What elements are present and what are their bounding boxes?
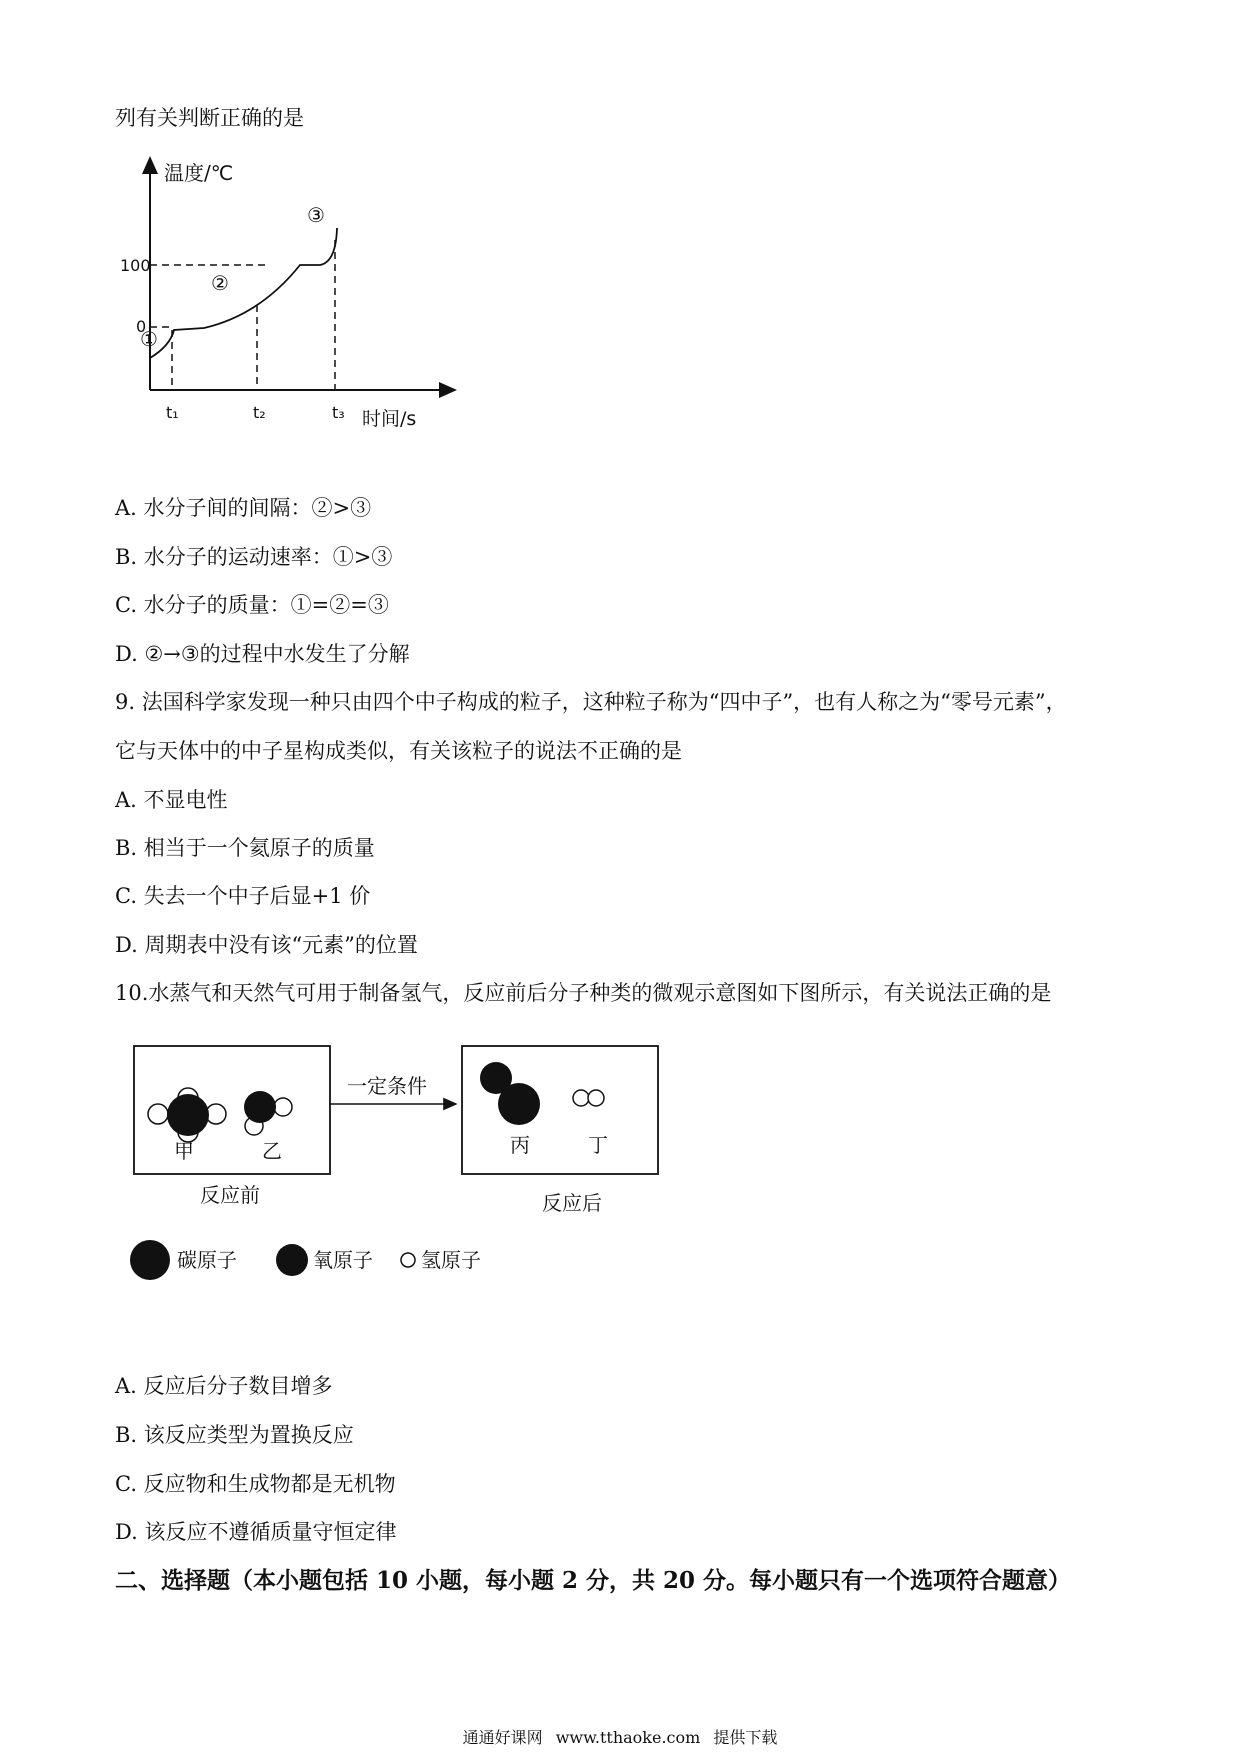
section2-heading: 二、选择题（本小题包括 10 小题，每小题 2 分，共 20 分。每小题只有一个选项符合题意） bbox=[115, 1567, 1072, 1594]
h2-molecule bbox=[573, 1090, 604, 1106]
label-bing: 丙 bbox=[510, 1133, 530, 1157]
q10-option-c: C. 反应物和生成物都是无机物 bbox=[115, 1472, 396, 1496]
legend-hydrogen-label: 氢原子 bbox=[421, 1248, 481, 1272]
heating-curve bbox=[150, 228, 337, 358]
legend-carbon-icon bbox=[130, 1240, 170, 1280]
q8-option-a: A. 水分子间的间隔：②>③ bbox=[115, 496, 372, 520]
label-jia: 甲 bbox=[174, 1139, 194, 1163]
label-yi: 乙 bbox=[262, 1139, 282, 1163]
heating-curve-graph bbox=[110, 150, 470, 440]
q10-option-a: A. 反应后分子数目增多 bbox=[115, 1374, 333, 1398]
x-axis-label: 时间/s bbox=[362, 408, 417, 430]
before-caption: 反应前 bbox=[200, 1183, 260, 1207]
page-footer bbox=[0, 1728, 1240, 1748]
reaction-diagram bbox=[110, 1030, 690, 1290]
point-label-3: ③ bbox=[307, 203, 325, 227]
x-tick-t2: t₂ bbox=[253, 403, 266, 422]
y-tick-100: 100 bbox=[120, 256, 151, 275]
q9-option-b: B. 相当于一个氦原子的质量 bbox=[115, 836, 375, 860]
q8-stem-tail: 列有关判断正确的是 bbox=[115, 106, 304, 130]
x-tick-t3: t₃ bbox=[332, 403, 345, 422]
q8-option-d: D. ②→③的过程中水发生了分解 bbox=[115, 642, 410, 666]
q9-option-a: A. 不显电性 bbox=[115, 788, 228, 812]
x-tick-t1: t₁ bbox=[166, 403, 179, 422]
q10-option-d: D. 该反应不遵循质量守恒定律 bbox=[115, 1520, 397, 1544]
methane-molecule bbox=[148, 1088, 226, 1142]
water-molecule bbox=[244, 1091, 292, 1135]
q10-option-b: B. 该反应类型为置换反应 bbox=[115, 1423, 354, 1447]
after-caption: 反应后 bbox=[542, 1191, 602, 1215]
q9-option-c: C. 失去一个中子后显+1 价 bbox=[115, 884, 371, 908]
q9-option-d: D. 周期表中没有该“元素”的位置 bbox=[115, 933, 418, 957]
legend-hydrogen-icon bbox=[401, 1253, 415, 1267]
legend-oxygen-label: 氧原子 bbox=[313, 1248, 373, 1272]
q9-stem-line2: 它与天体中的中子星构成类似，有关该粒子的说法不正确的是 bbox=[115, 739, 682, 763]
point-label-2: ② bbox=[211, 271, 229, 295]
q9-stem-line1: 9. 法国科学家发现一种只由四个中子构成的粒子，这种粒子称为“四中子”，也有人称之为“零号元素”， bbox=[115, 690, 1067, 714]
label-ding: 丁 bbox=[588, 1133, 608, 1157]
y-axis-label: 温度/℃ bbox=[164, 161, 234, 185]
y-tick-0: 0 bbox=[136, 317, 147, 336]
footer-url[interactable]: www.tthaoke.com bbox=[555, 1728, 701, 1747]
arrow-label: 一定条件 bbox=[347, 1074, 427, 1098]
legend-oxygen-icon bbox=[276, 1244, 308, 1276]
q8-option-b: B. 水分子的运动速率：①>③ bbox=[115, 545, 393, 569]
q10-stem: 10.水蒸气和天然气可用于制备氢气，反应前后分子种类的微观示意图如下图所示，有关说法正确的是 bbox=[115, 981, 1052, 1005]
legend-carbon-label: 碳原子 bbox=[177, 1248, 237, 1272]
q8-option-c: C. 水分子的质量：①=②=③ bbox=[115, 593, 389, 617]
co-molecule bbox=[480, 1062, 540, 1125]
footer-note: 提供下载 bbox=[713, 1728, 778, 1747]
point-label-1: ① bbox=[140, 327, 158, 351]
footer-site-name: 通通好课网 bbox=[462, 1728, 543, 1747]
